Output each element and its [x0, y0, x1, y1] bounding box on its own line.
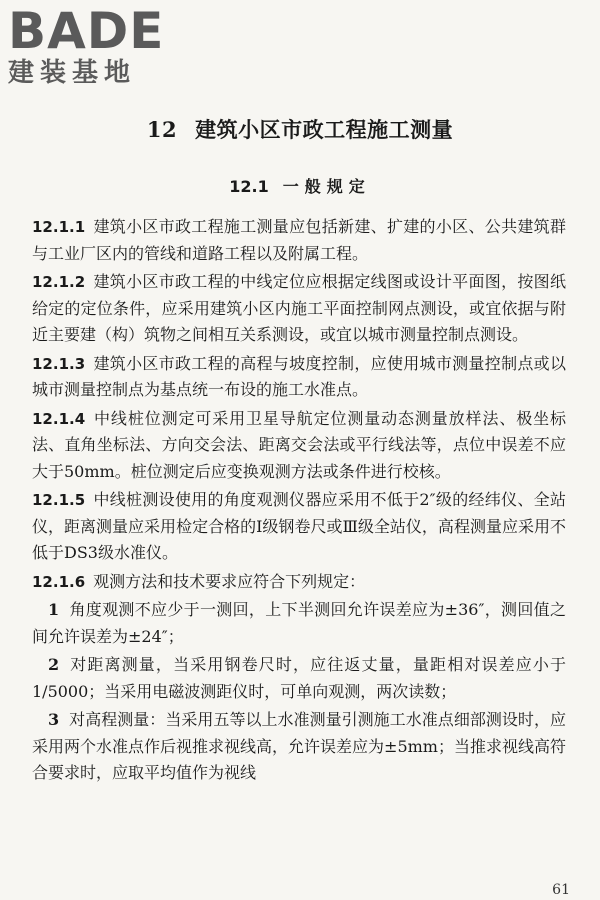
clause-text: 中线桩测设使用的角度观测仪器应采用不低于2″级的经纬仪、全站仪，距离测量应采用检定合格的Ⅰ级钢卷尺或Ⅲ级全站仪，高程测量应采用不低于DS3级水准仪。 — [32, 490, 566, 562]
clause-text: 建筑小区市政工程的高程与坡度控制，应使用城市测量控制点或以城市测量控制点为基点统一布设的施工水准点。 — [32, 353, 566, 399]
chapter-title-text: 建筑小区市政工程施工测量 — [195, 117, 454, 142]
list-item-text: 对距离测量，当采用钢卷尺时，应往返丈量，量距相对误差应小于1/5000；当采用电磁波测距仪时，可单向观测，两次读数； — [32, 655, 566, 701]
section-title-text: 一般规定 — [282, 177, 371, 196]
clause-number: 12.1.4 — [32, 409, 86, 428]
list-item-3 — [32, 707, 566, 787]
chapter-title — [0, 116, 600, 144]
clause-12-1-3 — [32, 351, 566, 404]
clause-number: 12.1.2 — [32, 273, 86, 291]
clause-number: 12.1.5 — [32, 491, 86, 509]
chapter-number: 12 — [146, 117, 178, 142]
list-item-text: 角度观测不应少于一测回，上下半测回允许误差应为±36″，测回值之间允许误差为±24″； — [32, 600, 566, 646]
list-item-number: 1 — [48, 600, 60, 619]
clause-number: 12.1.1 — [32, 218, 86, 236]
clause-text: 观测方法和技术要求应符合下列规定： — [93, 571, 366, 591]
clause-12-1-4 — [32, 406, 566, 486]
list-item-number: 3 — [48, 710, 60, 729]
logo-latin-text: BADE — [8, 2, 165, 60]
list-item-1 — [32, 597, 566, 650]
clause-number: 12.1.3 — [32, 354, 86, 373]
clause-text: 建筑小区市政工程施工测量应包括新建、扩建的小区、公共建筑群与工业厂区内的管线和道路工程以及附属工程。 — [32, 217, 566, 263]
clause-text: 中线桩位测定可采用卫星导航定位测量动态测量放样法、极坐标法、直角坐标法、方向交会法、距离交会法或平行线法等，点位中误差不应大于50mm。桩位测定后应变换观测方法或条件进行校核。 — [32, 408, 566, 481]
list-item-number: 2 — [48, 655, 60, 674]
clause-12-1-5 — [32, 487, 566, 567]
section-title — [0, 176, 600, 198]
clause-12-1-2 — [32, 269, 566, 349]
logo-chinese-text: 建装基地 — [8, 58, 137, 88]
document-body — [32, 214, 566, 789]
list-item-text: 对高程测量：当采用五等以上水准测量引测施工水准点细部测设时，应采用两个水准点作后视推求视线高，允许误差应为±5mm；当推求视线高符合要求时，应取平均值作为视线 — [32, 710, 566, 782]
page-number: 61 — [552, 882, 570, 898]
clause-number: 12.1.6 — [32, 572, 86, 591]
bade-logo — [8, 4, 178, 88]
list-item-2 — [32, 652, 566, 705]
section-number: 12.1 — [229, 177, 269, 196]
clause-12-1-6 — [32, 569, 566, 596]
clause-text: 建筑小区市政工程的中线定位应根据定线图或设计平面图，按图纸给定的定位条件，应采用建筑小区内施工平面控制网点测设，或宜依据与附近主要建（构）筑物之间相互关系测设，或宜以城市测量控制点测设。 — [32, 272, 566, 344]
clause-12-1-1 — [32, 214, 566, 267]
